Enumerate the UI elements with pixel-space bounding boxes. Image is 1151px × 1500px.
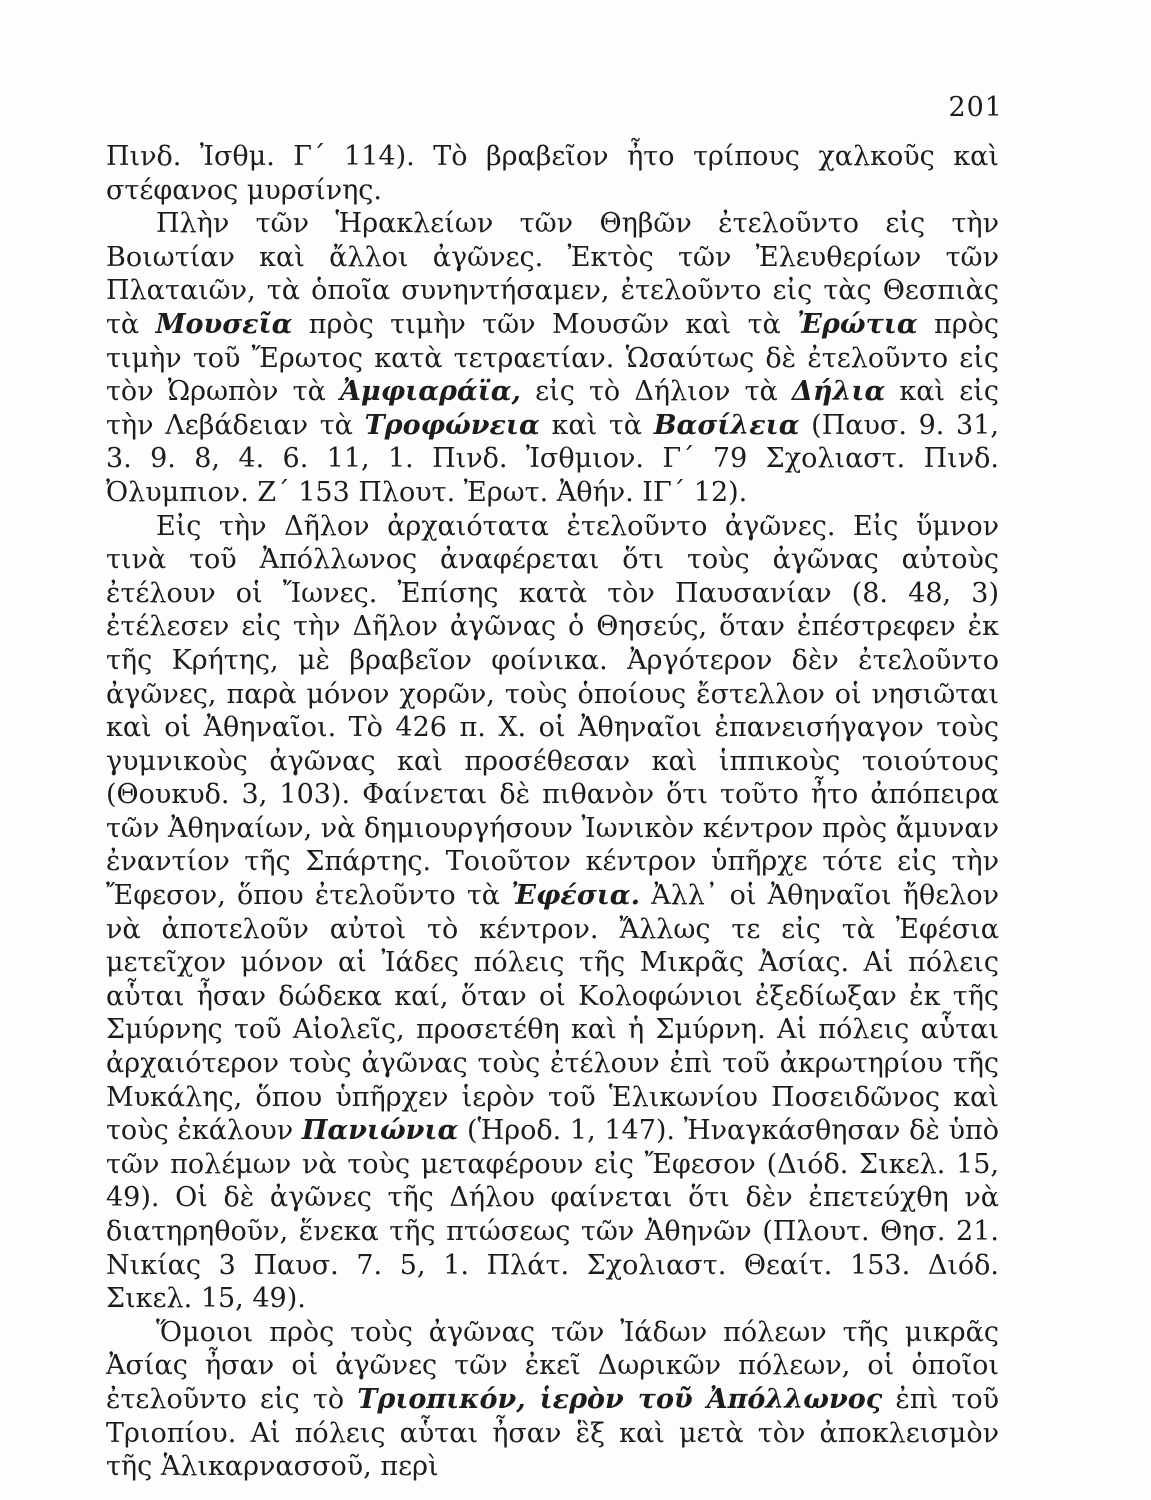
- term-triopikon: Τριοπικόν, ἱερὸν τοῦ Ἀπόλλωνος: [357, 1383, 883, 1415]
- page-number: 201: [948, 92, 1003, 123]
- term-ephesia: Ἐφέσια.: [511, 880, 640, 912]
- text-run: (Παυσ. 9. 31, 3. 9. 8, 4. 6. 11, 1. Πινδ. Ἰσθμιον. Γ΄ 79 Σχολιαστ. Πινδ. Ὀλυμπιον. Ζ΄ 153 Πλουτ. Ἐρωτ. Ἀθήν. ΙΓ΄ 12).: [106, 409, 999, 508]
- text-run: εἰς τὸ Δήλιον τὰ: [520, 376, 792, 408]
- term-erotia: Ἐρώτια: [797, 308, 918, 340]
- page-body: [106, 140, 999, 1484]
- term-basileia: Βασίλεια: [653, 409, 800, 441]
- term-delia: Δήλια: [791, 376, 886, 408]
- paragraph-delos-games: [106, 510, 999, 1316]
- text-run: Πινδ. Ἰσθμ. Γ΄ 114). Τὸ βραβεῖον ἦτο τρίπους χαλκοῦς καὶ στέφανος μυρσίνης.: [106, 141, 999, 206]
- text-run: Εἰς τὴν Δῆλον ἀρχαιότατα ἐτελοῦντο ἀγῶνες. Εἰς ὕμνον τινὰ τοῦ Ἀπόλλωνος ἀναφέρεται ὅτι τοὺς ἀγῶνας αὐτοὺς ἐτέλουν οἱ Ἴωνες. Ἐπίσης κατὰ τὸν Παυσανίαν (8. 48, 3) ἐτέλεσεν εἰς τὴν Δῆλον ἀγῶνας ὁ Θησεύς, ὅταν ἐπέστρεφεν ἐκ τῆς Κρήτης, μὲ βραβεῖον φοίνικα. Ἀργότερον δὲν ἐτελοῦντο ἀγῶνες, παρὰ μόνον χορῶν, τοὺς ὁποίους ἔστελλον οἱ νησιῶται καὶ οἱ Ἀθηναῖοι. Τὸ 426 π. Χ. οἱ Ἀθηναῖοι ἐπανεισήγαγον τοὺς γυμνικοὺς ἀγῶνας καὶ προσέθεσαν καὶ ἱππικοὺς τοιούτους (Θουκυδ. 3, 103). Φαίνεται δὲ πιθανὸν ὅτι τοῦτο ἦτο ἀπόπειρα τῶν Ἀθηναίων, νὰ δημιουργήσουν Ἰωνικὸν κέντρον πρὸς ἄμυναν ἐναντίον τῆς Σπάρτης. Τοιοῦτον κέντρον ὑπῆρχε τότε εἰς τὴν Ἔφεσον, ὅπου ἐτελοῦντο τὰ: [106, 510, 999, 912]
- text-run: καὶ εἰς τὴν Λεβάδειαν τὰ: [106, 376, 999, 441]
- text-run: πρὸς τιμὴν τῶν Μουσῶν καὶ τὰ: [292, 308, 798, 340]
- text-run: καὶ τὰ: [539, 409, 654, 441]
- paragraph-continuation: [106, 140, 999, 207]
- text-run: ἐπὶ τοῦ Τριοπίου. Αἱ πόλεις αὗται ἦσαν ἓξ καὶ μετὰ τὸν ἀποκλεισμὸν τῆς Ἁλικαρνασσοῦ, περὶ: [106, 1383, 999, 1483]
- term-amphiaraia: Ἀμφιαράϊα,: [339, 376, 521, 408]
- paragraph-boeotia-games: [106, 207, 999, 509]
- text-run: Ἀλλ᾽ οἱ Ἀθηναῖοι ἤθελον νὰ ἀποτελοῦν αὐτοὶ τὸ κέντρον. Ἄλλως τε εἰς τὰ Ἐφέσια μετεῖχον μόνον αἱ Ἰάδες πόλεις τῆς Μικρᾶς Ἀσίας. Αἱ πόλεις αὗται ἦσαν δώδεκα καί, ὅταν οἱ Κολοφώνιοι ἐξεδίωξαν ἐκ τῆς Σμύρνης τοῦ Αἰολεῖς, προσετέθη καὶ ἡ Σμύρνη. Αἱ πόλεις αὗται ἀρχαιότερον τοὺς ἀγῶνας τοὺς ἐτέλουν ἐπὶ τοῦ ἀκρωτηρίου τῆς Μυκάλης, ὅπου ὑπῆρχεν ἱερὸν τοῦ Ἑλικωνίου Ποσειδῶνος καὶ τοὺς ἐκάλουν: [106, 880, 999, 1147]
- term-mouseia: Μουσεῖα: [155, 308, 293, 340]
- text-run: Ὅμοιοι πρὸς τοὺς ἀγῶνας τῶν Ἰάδων πόλεων τῆς μικρᾶς Ἀσίας ἦσαν οἱ ἀγῶνες τῶν ἐκεῖ Δωρικῶν πόλεων, οἱ ὁποῖοι ἐτελοῦντο εἰς τὸ: [106, 1316, 999, 1415]
- term-panionia: Πανιώνια: [301, 1115, 459, 1147]
- text-run: πρὸς τιμὴν τοῦ Ἔρωτος κατὰ τετραετίαν. Ὡσαύτως δὲ ἐτελοῦντο εἰς τὸν Ὠρωπὸν τὰ: [106, 308, 999, 408]
- text-run: (Ἡροδ. 1, 147). Ἠναγκάσθησαν δὲ ὑπὸ τῶν πολέμων νὰ τοὺς μεταφέρουν εἰς Ἔφεσον (Διόδ. Σικελ. 15, 49). Οἱ δὲ ἀγῶνες τῆς Δήλου φαίνεται ὅτι δὲν ἐπετεύχθη νὰ διατηρηθοῦν, ἕνεκα τῆς πτώσεως τῶν Ἀθηνῶν (Πλουτ. Θησ. 21. Νικίας 3 Παυσ. 7. 5, 1. Πλάτ. Σχολιαστ. Θεαίτ. 153. Διόδ. Σικελ. 15, 49).: [106, 1115, 999, 1315]
- term-trophoneia: Τροφώνεια: [364, 409, 540, 441]
- paragraph-dorian-games: [106, 1316, 999, 1484]
- text-run: Πλὴν τῶν Ἡρακλείων τῶν Θηβῶν ἐτελοῦντο εἰς τὴν Βοιωτίαν καὶ ἄλλοι ἀγῶνες. Ἐκτὸς τῶν Ἐλευθερίων τῶν Πλαταιῶν, τὰ ὁποῖα συνηντήσαμεν, ἐτελοῦντο εἰς τὰς Θεσπιὰς τὰ: [106, 208, 999, 340]
